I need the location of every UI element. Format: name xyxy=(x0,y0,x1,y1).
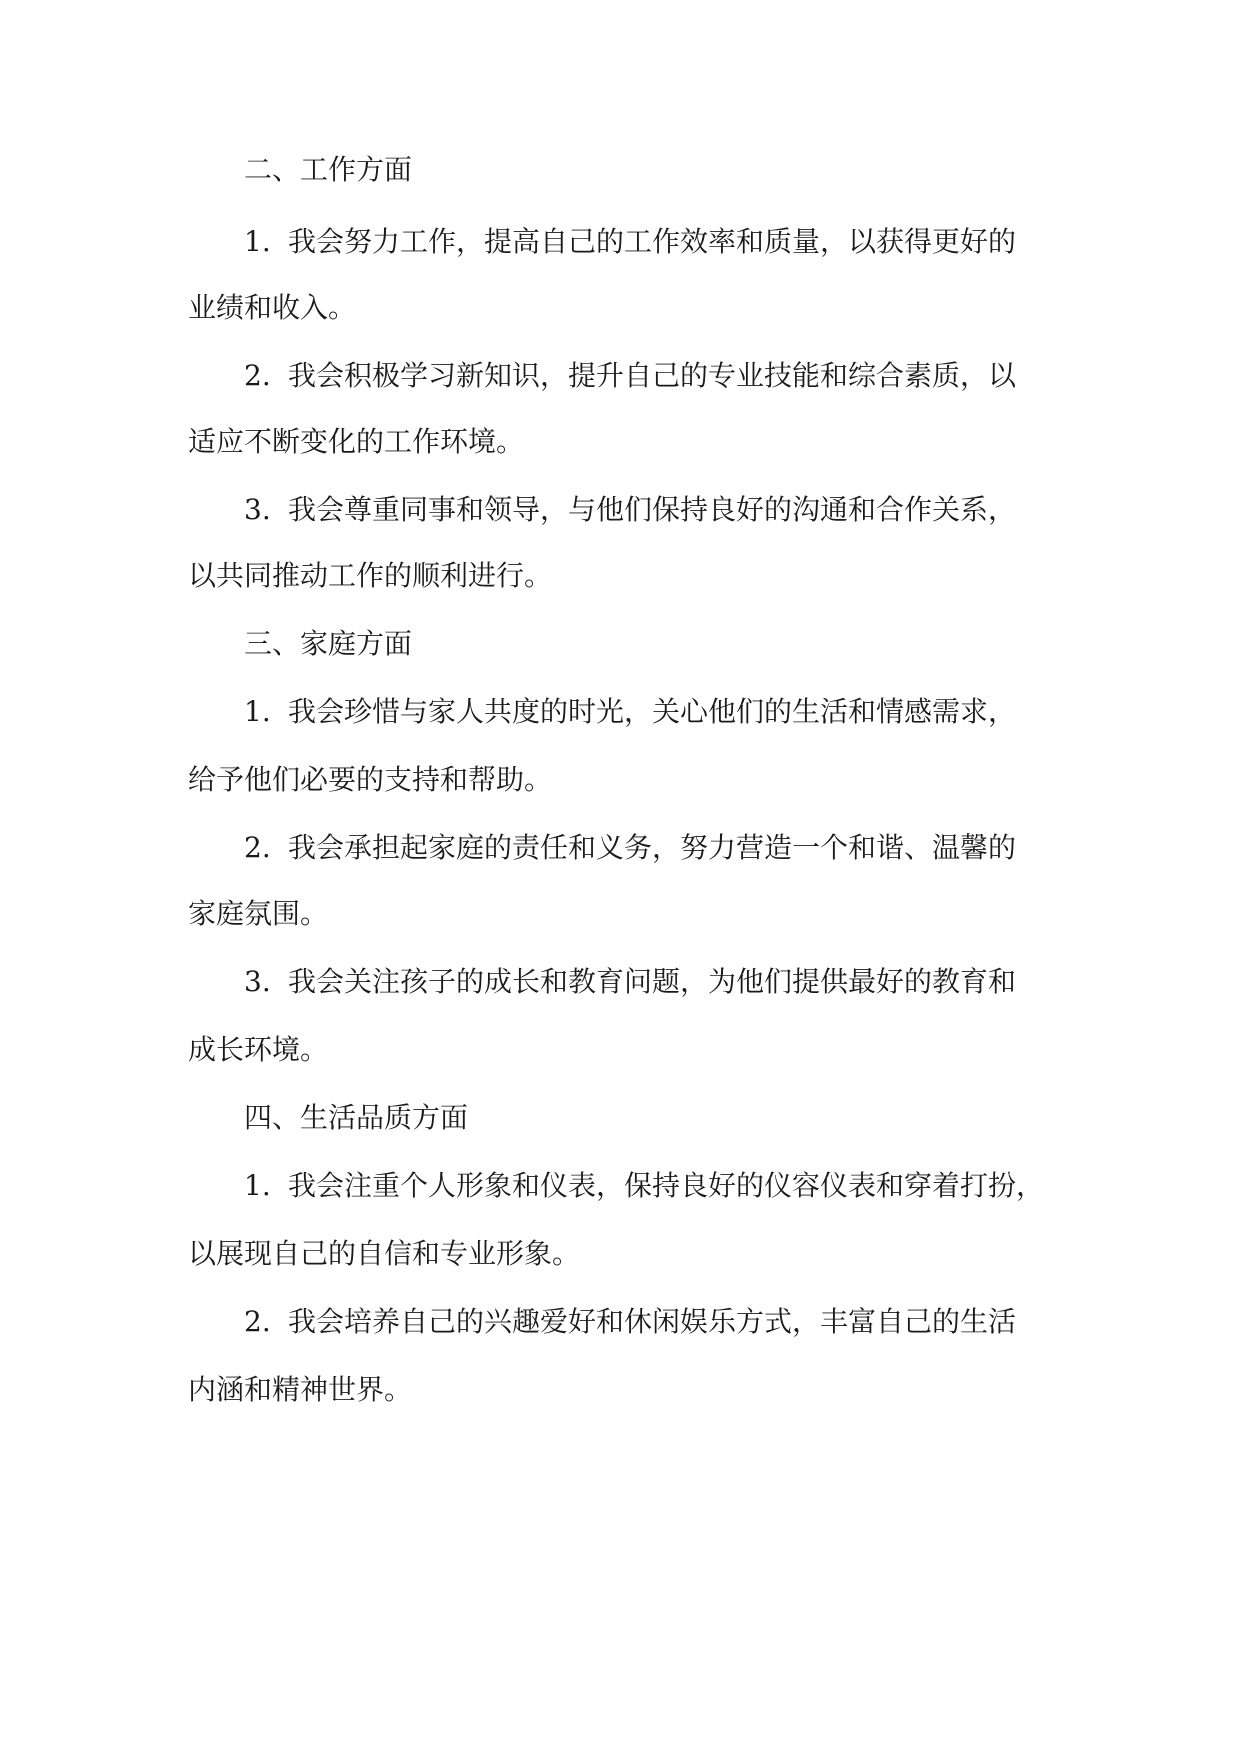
item-number: 1. xyxy=(244,1169,271,1202)
family-item-1-line-2: 给予他们必要的支持和帮助。 xyxy=(188,763,553,796)
item-text: 我会关注孩子的成长和教育问题，为他们提供最好的教育和 xyxy=(288,965,1017,998)
work-item-2-line-2: 适应不断变化的工作环境。 xyxy=(188,425,525,458)
item-number: 1. xyxy=(244,225,271,258)
section-heading-work: 二、工作方面 xyxy=(244,153,413,186)
item-number: 2. xyxy=(244,831,271,864)
item-text: 我会注重个人形象和仪表，保持良好的仪容仪表和穿着打扮， xyxy=(288,1169,1045,1202)
family-item-2-line-2: 家庭氛围。 xyxy=(188,897,329,930)
family-item-3-line-2: 成长环境。 xyxy=(188,1033,329,1066)
life-item-1-line-2: 以展现自己的自信和专业形象。 xyxy=(188,1237,581,1270)
work-item-1-line-1 xyxy=(244,222,1124,262)
item-text: 我会尊重同事和领导，与他们保持良好的沟通和合作关系， xyxy=(288,493,1017,526)
item-text: 我会努力工作，提高自己的工作效率和质量，以获得更好的 xyxy=(288,225,1017,258)
work-item-2-line-1 xyxy=(244,356,1124,396)
family-item-3-line-1 xyxy=(244,962,1124,1002)
item-number: 2. xyxy=(244,359,271,392)
life-item-1-line-1 xyxy=(244,1166,1124,1206)
item-text: 我会培养自己的兴趣爱好和休闲娱乐方式，丰富自己的生活 xyxy=(288,1305,1017,1338)
work-item-1-line-2: 业绩和收入。 xyxy=(188,291,357,324)
item-number: 1. xyxy=(244,695,271,728)
item-number: 3. xyxy=(244,493,271,526)
section-heading-life-quality: 四、生活品质方面 xyxy=(244,1101,469,1134)
family-item-1-line-1 xyxy=(244,692,1124,732)
item-text: 我会积极学习新知识，提升自己的专业技能和综合素质，以 xyxy=(288,359,1017,392)
work-item-3-line-1 xyxy=(244,490,1124,530)
item-number: 2. xyxy=(244,1305,271,1338)
life-item-2-line-2: 内涵和精神世界。 xyxy=(188,1373,413,1406)
item-text: 我会承担起家庭的责任和义务，努力营造一个和谐、温馨的 xyxy=(288,831,1017,864)
work-item-3-line-2: 以共同推动工作的顺利进行。 xyxy=(188,559,553,592)
item-text: 我会珍惜与家人共度的时光，关心他们的生活和情感需求， xyxy=(288,695,1017,728)
family-item-2-line-1 xyxy=(244,828,1124,868)
item-number: 3. xyxy=(244,965,271,998)
section-heading-family: 三、家庭方面 xyxy=(244,627,413,660)
life-item-2-line-1 xyxy=(244,1302,1124,1342)
